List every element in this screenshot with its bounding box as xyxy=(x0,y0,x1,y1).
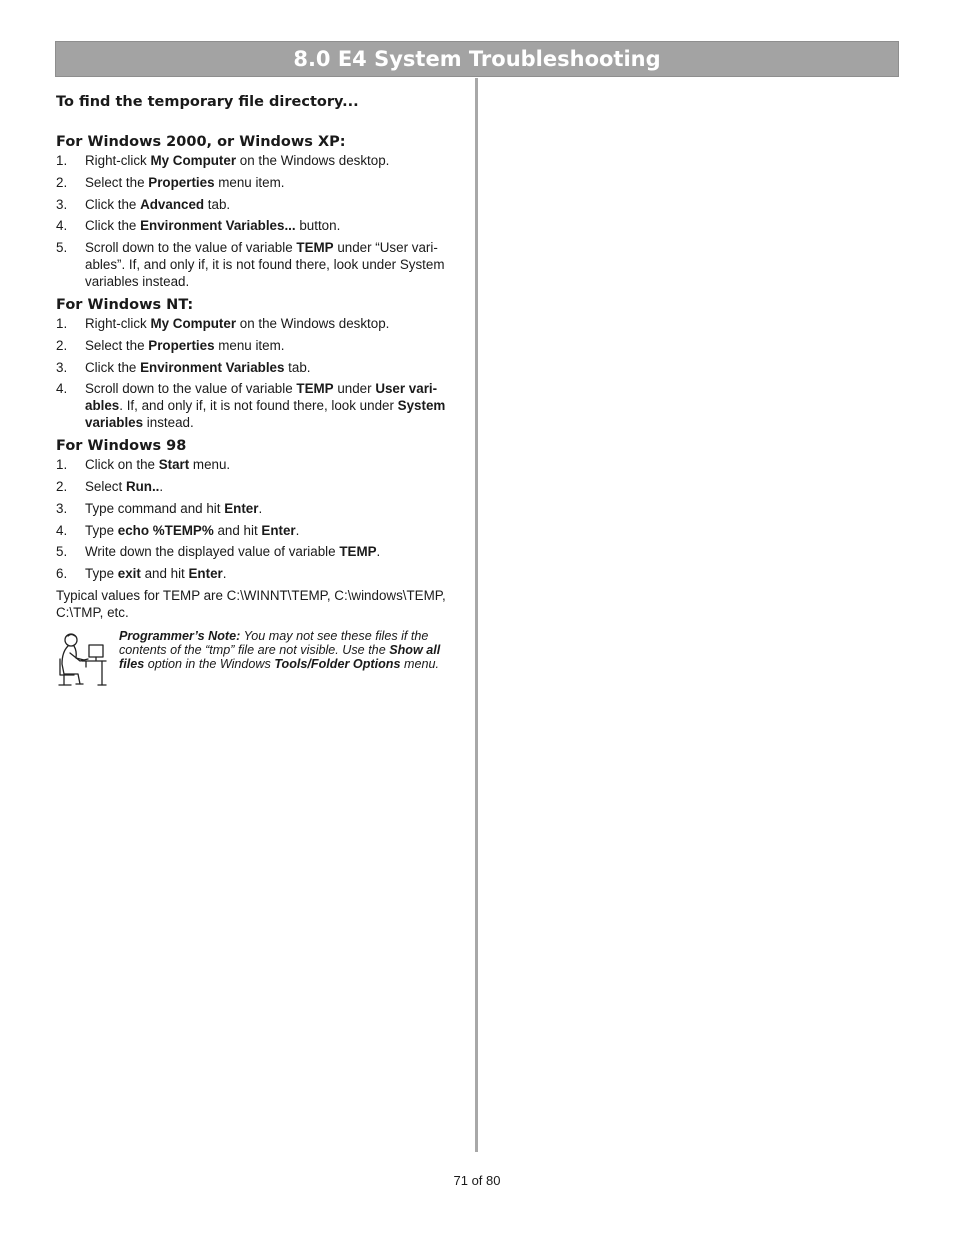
list-item xyxy=(56,359,466,376)
step-text: . xyxy=(376,544,381,560)
step-text: Click the xyxy=(85,359,141,375)
step-number: 2. xyxy=(56,337,68,353)
step-text: Select xyxy=(85,478,126,494)
step-text: Scroll down to the value of variable xyxy=(85,381,297,397)
list-item xyxy=(56,380,466,431)
step-text: on the Windows desktop. xyxy=(236,153,390,168)
step-text: Right-click xyxy=(85,315,151,331)
left-column xyxy=(56,92,466,687)
step-number: 4. xyxy=(56,218,68,234)
step-bold-text: TEMP xyxy=(296,381,334,397)
section-title-winnt: For Windows NT: xyxy=(56,296,194,313)
step-number: 5. xyxy=(56,240,68,256)
typical-values-text: Typical values for TEMP are C:\WINNT\TEMP, C:\windows\TEMP, C:\TMP, etc. xyxy=(56,587,446,620)
step-bold-text: Properties xyxy=(148,174,215,190)
step-bold-text: exit xyxy=(117,566,141,582)
list-item xyxy=(56,152,466,169)
step-number: 4. xyxy=(56,522,68,538)
step-text: Write down the displayed value of variable xyxy=(85,544,340,560)
page-title: 8.0 E4 System Troubleshooting xyxy=(293,47,661,71)
list-item xyxy=(56,315,466,332)
section-title-win98: For Windows 98 xyxy=(56,438,187,455)
step-text: and hit xyxy=(213,522,262,538)
step-number: 4. xyxy=(56,381,68,397)
programmer-note-text xyxy=(119,629,466,671)
step-text: Click the xyxy=(85,196,141,212)
steps-list-win2000-xp xyxy=(56,152,466,290)
step-text: . If, and only if, it is not found there, look under xyxy=(119,398,398,414)
step-text: instead. xyxy=(143,415,194,431)
step-bold-text: Enter xyxy=(261,522,296,538)
step-bold-text: Enter xyxy=(188,566,223,582)
list-item xyxy=(56,565,466,582)
note-text: You may not see these files if the contents of the “tmp” file are not visible. Use the xyxy=(119,628,429,657)
step-text: tab. xyxy=(204,196,231,212)
step-text: Click the xyxy=(85,218,141,234)
step-text: Type xyxy=(85,566,118,582)
note-bold-text: Programmer’s Note: xyxy=(119,628,241,643)
step-text: Right-click xyxy=(85,153,151,168)
steps-list-win98 xyxy=(56,456,466,582)
step-text: menu item. xyxy=(214,174,285,190)
list-item xyxy=(56,522,466,539)
step-bold-text: TEMP xyxy=(339,544,377,560)
list-item xyxy=(56,196,466,213)
step-text: menu item. xyxy=(214,337,285,353)
step-number: 2. xyxy=(56,478,68,494)
programmer-at-computer-icon xyxy=(56,631,108,687)
step-text: Select the xyxy=(85,174,149,190)
step-bold-text: TEMP xyxy=(296,240,334,256)
list-item xyxy=(56,239,466,290)
list-item xyxy=(56,543,466,560)
step-bold-text: Start xyxy=(158,457,190,473)
programmer-note xyxy=(56,629,466,687)
section-banner xyxy=(55,41,899,77)
list-item xyxy=(56,478,466,495)
section-title-win2000-xp: For Windows 2000, or Windows XP: xyxy=(56,134,346,150)
step-text: and hit xyxy=(140,566,189,582)
step-text: on the Windows desktop. xyxy=(236,315,390,331)
note-text: option in the Windows xyxy=(144,656,275,671)
step-text: . xyxy=(159,478,164,494)
list-item xyxy=(56,337,466,354)
list-item xyxy=(56,217,466,234)
step-text: Select the xyxy=(85,337,149,353)
step-text: under “User vari-ables”. If, and only if, it is not found there, look under System variables instead. xyxy=(85,240,445,290)
step-text: Scroll down to the value of variable xyxy=(85,240,297,256)
step-bold-text: Environment Variables xyxy=(140,359,285,375)
step-text: menu. xyxy=(189,457,231,473)
step-text: Click on the xyxy=(85,457,159,473)
list-item xyxy=(56,174,466,191)
step-number: 3. xyxy=(56,500,68,516)
step-number: 1. xyxy=(56,315,68,331)
step-text: Type command and hit xyxy=(85,500,225,516)
step-text: under xyxy=(333,381,376,397)
step-number: 6. xyxy=(56,566,68,582)
step-number: 3. xyxy=(56,359,68,375)
column-divider xyxy=(475,78,478,1152)
step-bold-text: Run.. xyxy=(125,478,160,494)
step-text: . xyxy=(295,522,300,538)
step-text: button. xyxy=(295,218,341,234)
step-bold-text: My Computer xyxy=(150,315,237,331)
step-bold-text: Enter xyxy=(224,500,259,516)
step-number: 1. xyxy=(56,457,68,473)
step-text: Type xyxy=(85,522,118,538)
step-bold-text: echo %TEMP% xyxy=(117,522,214,538)
step-bold-text: Environment Variables... xyxy=(140,218,296,234)
main-heading: To find the temporary file directory... xyxy=(56,94,359,110)
step-number: 5. xyxy=(56,544,68,560)
step-number: 1. xyxy=(56,153,68,168)
step-bold-text: Properties xyxy=(148,337,215,353)
note-bold-text: Show all files xyxy=(119,642,441,671)
steps-list-winnt xyxy=(56,315,466,431)
step-bold-text: System variables xyxy=(85,398,446,431)
step-text: . xyxy=(258,500,263,516)
list-item xyxy=(56,456,466,473)
step-text: . xyxy=(222,566,227,582)
step-bold-text: My Computer xyxy=(150,153,237,168)
step-bold-text: User vari-ables xyxy=(85,381,438,414)
step-bold-text: Advanced xyxy=(140,196,205,212)
note-bold-text: Tools/Folder Options xyxy=(274,656,401,671)
step-text: tab. xyxy=(284,359,311,375)
page-number: 71 of 80 xyxy=(453,1173,501,1188)
note-text: menu. xyxy=(400,656,439,671)
list-item xyxy=(56,500,466,517)
step-number: 2. xyxy=(56,174,68,190)
step-number: 3. xyxy=(56,196,68,212)
